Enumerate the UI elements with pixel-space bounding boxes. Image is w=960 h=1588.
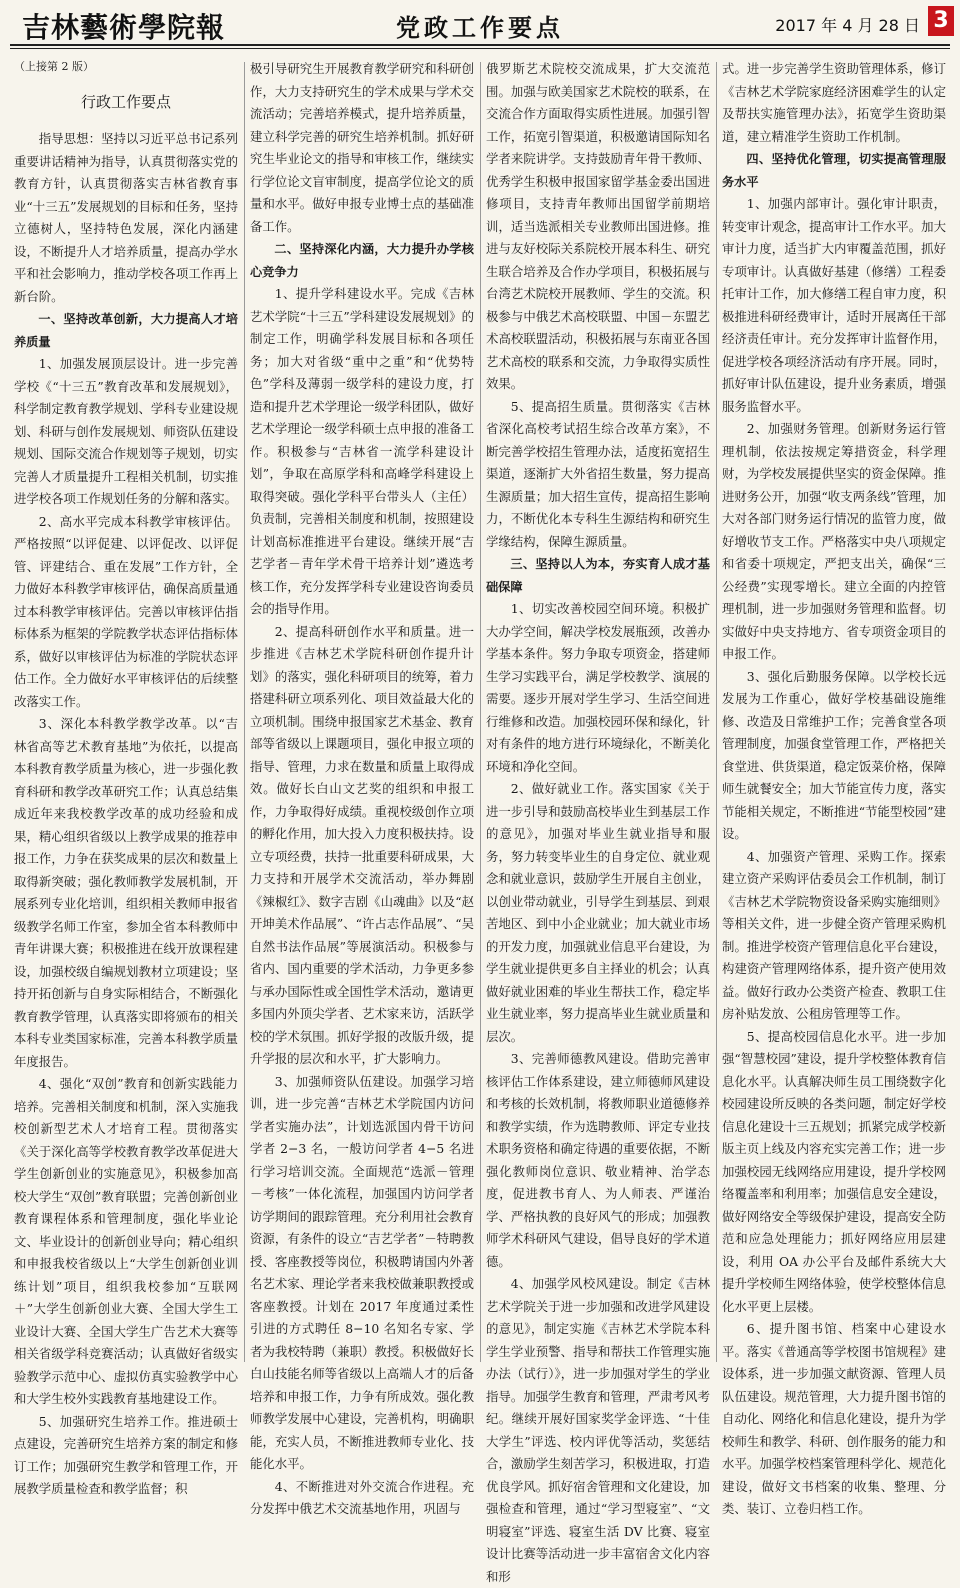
paragraph: 4、加强学风校风建设。制定《吉林艺术学院关于进一步加强和改进学风建设的意见》，制定实施《吉林艺术学院本科学生学业预警、指导和帮扶工作管理实施办法（试行）》，进一步加强对学生的学业指导。加强学生教育和管理，严肃考风考纪。继续开展好国家奖学金评选、“十佳大学生”评选、校内评优等活动，奖惩结合，激励学生刻苦学习，积极进取，打造优良学风。抓好宿舍管理和文化建设，加强检查和管理，通过“学习型寝室”、“文明寝室”评选、寝室生活 DV 比赛、寝室设计比赛等活动进一步丰富宿舍文化内容和形 <box>486 1276 710 1584</box>
continued-from-note: （上接第 2 版） <box>14 60 94 73</box>
page-number-badge: 3 <box>928 6 954 36</box>
paragraph: 1、加强内部审计。强化审计职责，转变审计观念，提高审计工作水平。加大审计力度，适当扩大内审覆盖范围，抓好专项审计。认真做好基建（修缮）工程委托审计工作，加大修缮工程自审力度，积极推进科研经费审计，适时开展离任干部经济责任审计。充分发挥审计监督作用，促进学校各项经济活动有序开展。同时，抓好审计队伍建设，提升业务素质，增强服务监督水平。 <box>722 196 946 414</box>
column-divider <box>716 62 717 1362</box>
section-heading: 三、坚持以人为本，夯实育人成才基础保障 <box>486 557 710 594</box>
paragraph: 3、深化本科教学教学改革。以“吉林省高等艺术教育基地”为依托，以提高本科教育教学质量为核心，进一步强化教育科研和教学改革研究工作；认真总结集成近年来我校教学改革的成功经验和成果，精心组织省级以上教学成果的推荐申报工作，力争在获奖成果的层次和数量上取得新突破；强化教师教学发展机制，开展系列专业化培训，组织相关教师申报省级教学名师工作室，参加全省本科教师中青年讲课大赛；积极推进在线开放课程建设，加强校级自编规划教材立项建设；坚持开拓创新与自身实际相结合，不断强化教育教学管理，认真落实即将颁布的相关本科专业类国家标准，完善本科教学质量年度报告。 <box>14 716 238 1069</box>
paragraph: 5、提高校园信息化水平。进一步加强“智慧校园”建设，提升学校整体教育信息化水平。认真解决师生员工围绕数字化校园建设所反映的各类问题，制定好学校信息化建设十三五规划；抓紧完成学校新版主页上线及内容充实完善工作；进一步加强校园无线网络应用建设，提升学校网络覆盖率和利用率；加强信息安全建设，做好网络安全等级保护建设，提高安全防范和应急处理能力；抓好网络应用层建设，利用 OA 办公平台及邮件系统大大提升学校师生网络体验，使学校整体信息化水平更上层楼。 <box>722 1028 946 1314</box>
masthead-rule <box>10 44 950 46</box>
paragraph: 3、加强师资队伍建设。加强学习培训，进一步完善“吉林艺术学院国内访问学者实施办法”，计划选派国内骨干访问学者 2−3 名，一般访问学者 4−5 名进行学习培训交流。全面规范“选派－管理－考核”一体化流程，加强国内访问学者访学期间的跟踪管理。充分利用社会教育资源，有条件的设立“吉艺学者”－特聘教授、客座教授等岗位，积极聘请国内外著名艺术家、理论学者来我校做兼职教授或客座教授。计划在 2017 年度通过柔性引进的方式聘任 8−10 名知名专家、学者为我校特聘（兼职）教授。积极做好长白山技能名师等省级以上高端人才的后备培养和申报工作，力争有所成效。强化教师教学发展中心建设，完善机构，明确职能，充实人员，不断推进教师专业化、技能化水平。 <box>250 1073 474 1471</box>
section-heading: 一、坚持改革创新，大力提高人才培养质量 <box>14 312 238 349</box>
paragraph: 6、提升图书馆、档案中心建设水平。落实《普通高等学校图书馆规程》建设体系，进一步加强文献资源、管理人员队伍建设。规范管理，大力提升图书馆的自动化、网络化和信息化建设，提升为学校师生和教学、科研、创作服务的能力和水平。加强学校档案管理科学化、规范化建设，做好文书档案的收集、整理、分类、装订、立卷归档工作。 <box>722 1321 946 1516</box>
paragraph: 1、加强发展顶层设计。进一步完善学校《“十三五”教育改革和发展规划》，科学制定教育教学规划、学科专业建设规划、科研与创作发展规划、师资队伍建设规划、国际交流合作规划等子规划，切实完善人才质量提升工程相关机制，切实推进学校各项工作规划任务的分解和落实。 <box>14 356 238 506</box>
paragraph: 1、提升学科建设水平。完成《吉林艺术学院“十三五”学科建设发展规划》的制定工作，明确学科发展目标和各项任务；加大对省级“重中之重”和“优势特色”学科及薄弱一级学科的建设力度，打造和提升艺术学理论一级学科团队，做好艺术学理论一级学科硕士点申报的准备工作。积极参与“吉林省一流学科建设计划”，争取在高原学科和高峰学科建设上取得突破。强化学科平台带头人（主任）负责制，完善相关制度和机制，按照建设计划高标准推进平台建设。继续开展“吉艺学者－青年学术骨干培养计划”遴选考核工作，充分发挥学科专业建设咨询委员会的指导作用。 <box>250 286 474 616</box>
section-heading: 二、坚持深化内涵，大力提升办学核心竞争力 <box>250 242 474 279</box>
masthead <box>0 0 960 46</box>
issue-date: 2017 年 4 月 28 日 <box>775 16 920 35</box>
article-column-1 <box>14 58 238 1496</box>
article-column-2 <box>250 58 474 1516</box>
newspaper-name-logo: 吉林藝術學院報 <box>22 11 226 44</box>
article-title: 行政工作要点 <box>80 93 171 111</box>
paragraph: 2、加强财务管理。创新财务运行管理机制，依法按规定筹措资金，科学理财，为学校发展提供坚实的资金保障。推进财务公开，加强“收支两条线”管理，加大对各部门财务运行情况的监管力度，做好增收节支工作。严格落实中央八项规定和省委十项规定，严把支出关，确保“三公经费”实现零增长。建立全面的内控管理机制，进一步加强财务管理和监督。切实做好中央支持地方、省专项资金项目的申报工作。 <box>722 421 946 661</box>
paragraph: 4、加强资产管理、采购工作。探索建立资产采购评估委员会工作机制，制订《吉林艺术学院物资设备采购实施细则》等相关文件，进一步健全资产管理采购机制。推进学校资产管理信息化平台建设，构建资产管理网络体系，提升资产使用效益。做好行政办公类资产检查、教职工住房补贴发放、公租房管理等工作。 <box>722 848 946 1021</box>
masthead-rule-thin <box>10 48 950 49</box>
paragraph-continued: 式。进一步完善学生资助管理体系，修订《吉林艺术学院家庭经济困难学生的认定及帮扶实施管理办法》，拓宽学生资助渠道，建立精准学生资助工作机制。 <box>722 61 946 144</box>
article-column-4 <box>722 58 946 1516</box>
column-divider <box>480 62 481 1362</box>
paragraph-continued: 极引导研究生开展教育教学研究和科研创作，大力支持研究生的学术成果与学术交流活动；完善培养模式，提升培养质量，建立科学完善的研究生培养机制。抓好研究生毕业论文的指导和审核工作，继续实行学位论文盲审制度，提高学位论文的质量和水平。做好申报专业博士点的基础准备工作。 <box>250 61 474 234</box>
paragraph: 3、完善师德教风建设。借助完善审核评估工作体系建设，建立师德师风建设和考核的长效机制，将教师职业道德修养和教学实绩，作为选聘教师、评定专业技术职务资格和确定待遇的重要依据，不断强化教师岗位意识、敬业精神、治学态度，促进教书育人、为人师表、严谨治学、严格执教的良好风气的形成；加强教师学术科研风气建设，倡导良好的学术道德。 <box>486 1051 710 1269</box>
paragraph: 1、切实改善校园空间环境。积极扩大办学空间，解决学校发展瓶颈，改善办学基本条件。努力争取专项资金，搭建师生学习实践平台，满足学校教学、演展的需要。逐步开展对学生学习、生活空间进行维修和改造。加强校园环保和绿化，针对有条件的地方进行环境绿化，不断美化环境和净化空间。 <box>486 601 710 774</box>
paragraph: 4、不断推进对外交流合作进程。充分发挥中俄艺术交流基地作用，巩固与 <box>250 1478 474 1516</box>
paragraph-continued: 俄罗斯艺术院校交流成果，扩大交流范围。加强与欧美国家艺术院校的联系，在交流合作方面取得实质性进展。加强引智工作，拓宽引智渠道，积极邀请国际知名学者来院讲学。支持鼓励青年骨干教师、优秀学生积极申报国家留学基金委出国进修项目，支持青年教师出国留学前期培训，适当选派相关专业教师出国进修。推进与友好校际关系院校开展本科生、研究生联合培养及合作办学项目，积极拓展与台湾艺术院校开展教师、学生的交流。积极参与中俄艺术高校联盟、中国－东盟艺术高校联盟活动，积极拓展与东南亚各国艺术高校的联系和交流，力争取得实质性效果。 <box>486 61 710 391</box>
paragraph: 4、强化“双创”教育和创新实践能力培养。完善相关制度和机制，深入实施我校创新型艺术人才培育工程。贯彻落实《关于深化高等学校教育教学改革促进大学生创新创业的实施意见》，积极参加高校大学生“双创”教育联盟；完善创新创业教育课程体系和管理制度，强化毕业论文、毕业设计的创新创业导向；精心组织和申报我校省级以上“大学生创新创业训练计划”项目，组织我校参加“互联网＋”大学生创新创业大赛、全国大学生工业设计大赛、全国大学生广告艺术大赛等相关省级学科竞赛活动；认真做好省级实验教学示范中心、虚拟仿真实验教学中心和大学生校外实践教育基地建设工作。 <box>14 1076 238 1406</box>
article-columns <box>14 58 946 1584</box>
paragraph: 5、加强研究生培养工作。推进硕士点建设，完善研究生培养方案的制定和修订工作；加强研究生教学和管理工作，开展教学质量检查和教学监督；积 <box>14 1413 238 1496</box>
column-divider <box>244 62 245 1362</box>
section-heading: 四、坚持优化管理，切实提高管理服务水平 <box>722 152 946 189</box>
section-title: 党政工作要点 <box>396 14 564 42</box>
article-column-3 <box>486 58 710 1584</box>
paragraph: 5、提高招生质量。贯彻落实《吉林省深化高校考试招生综合改革方案》，不断完善学校招生管理办法，适度拓宽招生渠道，逐渐扩大外省招生数量，努力提高生源质量；加大招生宣传，提高招生影响力，不断优化本专科生生源结构和研究生学缘结构，保障生源质量。 <box>486 398 710 549</box>
paragraph: 2、提高科研创作水平和质量。进一步推进《吉林艺术学院科研创作提升计划》的落实，强化科研项目的统筹，着力搭建科研立项系列化、项目效益最大化的立项机制。围绕申报国家艺术基金、教育部等省级以上课题项目，强化申报立项的指导、管理，力求在数量和质量上取得成效。做好长白山文艺奖的组织和申报工作，力争取得好成绩。重视校级创作立项的孵化作用，加大投入力度积极扶持。设立专项经费，扶持一批重要科研成果，大力支持和开展学术交流活动，举办舞剧《辣椒红》、数字吉剧《山魂曲》以及“赵开坤美术作品展”、“许占志作品展”、“吴自然书法作品展”等展演活动。积极参与省内、国内重要的学术活动，力争更多参与承办国际性或全国性学术活动，邀请更多国内外顶尖学者、艺术家来访，活跃学校的学术氛围。抓好学报的改版升级，提升学报的层次和水平，扩大影响力。 <box>250 623 474 1066</box>
paragraph: 2、做好就业工作。落实国家《关于进一步引导和鼓励高校毕业生到基层工作的意见》，加强对毕业生就业指导和服务，努力转变毕业生的自身定位、就业观念和就业意识，鼓励学生开展自主创业，以创业带动就业，引导学生到基层、到艰苦地区、到中小企业就业；加大就业市场的开发力度，加强就业信息平台建设，为学生就业提供更多自主择业的机会；认真做好就业困难的毕业生帮扶工作，稳定毕业生就业率，努力提高毕业生就业质量和层次。 <box>486 781 710 1044</box>
paragraph: 2、高水平完成本科教学审核评估。严格按照“以评促建、以评促改、以评促管、评建结合、重在发展”工作方针，全力做好本科教学审核评估，确保高质量通过本科教学审核评估。完善以审核评估指标体系为框架的学院教学状态评估指标体系，做好以审核评估为标准的学院状态评估工作。全力做好水平审核评估的后续整改落实工作。 <box>14 513 238 709</box>
paragraph: 3、强化后勤服务保障。以学校长远发展为工作重心，做好学校基础设施维修、改造及日常维护工作；完善食堂各项管理制度，加强食堂管理工作，严格把关食堂进、供货渠道，稳定饭菜价格，保障师生就餐安全；加大节能宣传力度，落实节能相关规定，不断推进“节能型校园”建设。 <box>722 668 946 841</box>
paragraph: 指导思想：坚持以习近平总书记系列重要讲话精神为指导，认真贯彻落实党的教育方针，认真贯彻落实吉林省教育事业“十三五”发展规划的目标和任务，坚持立德树人，坚持特色发展，深化内涵建设，不断提升人才培养质量，提高办学水平和社会影响力，推动学校各项工作再上新台阶。 <box>14 131 238 304</box>
